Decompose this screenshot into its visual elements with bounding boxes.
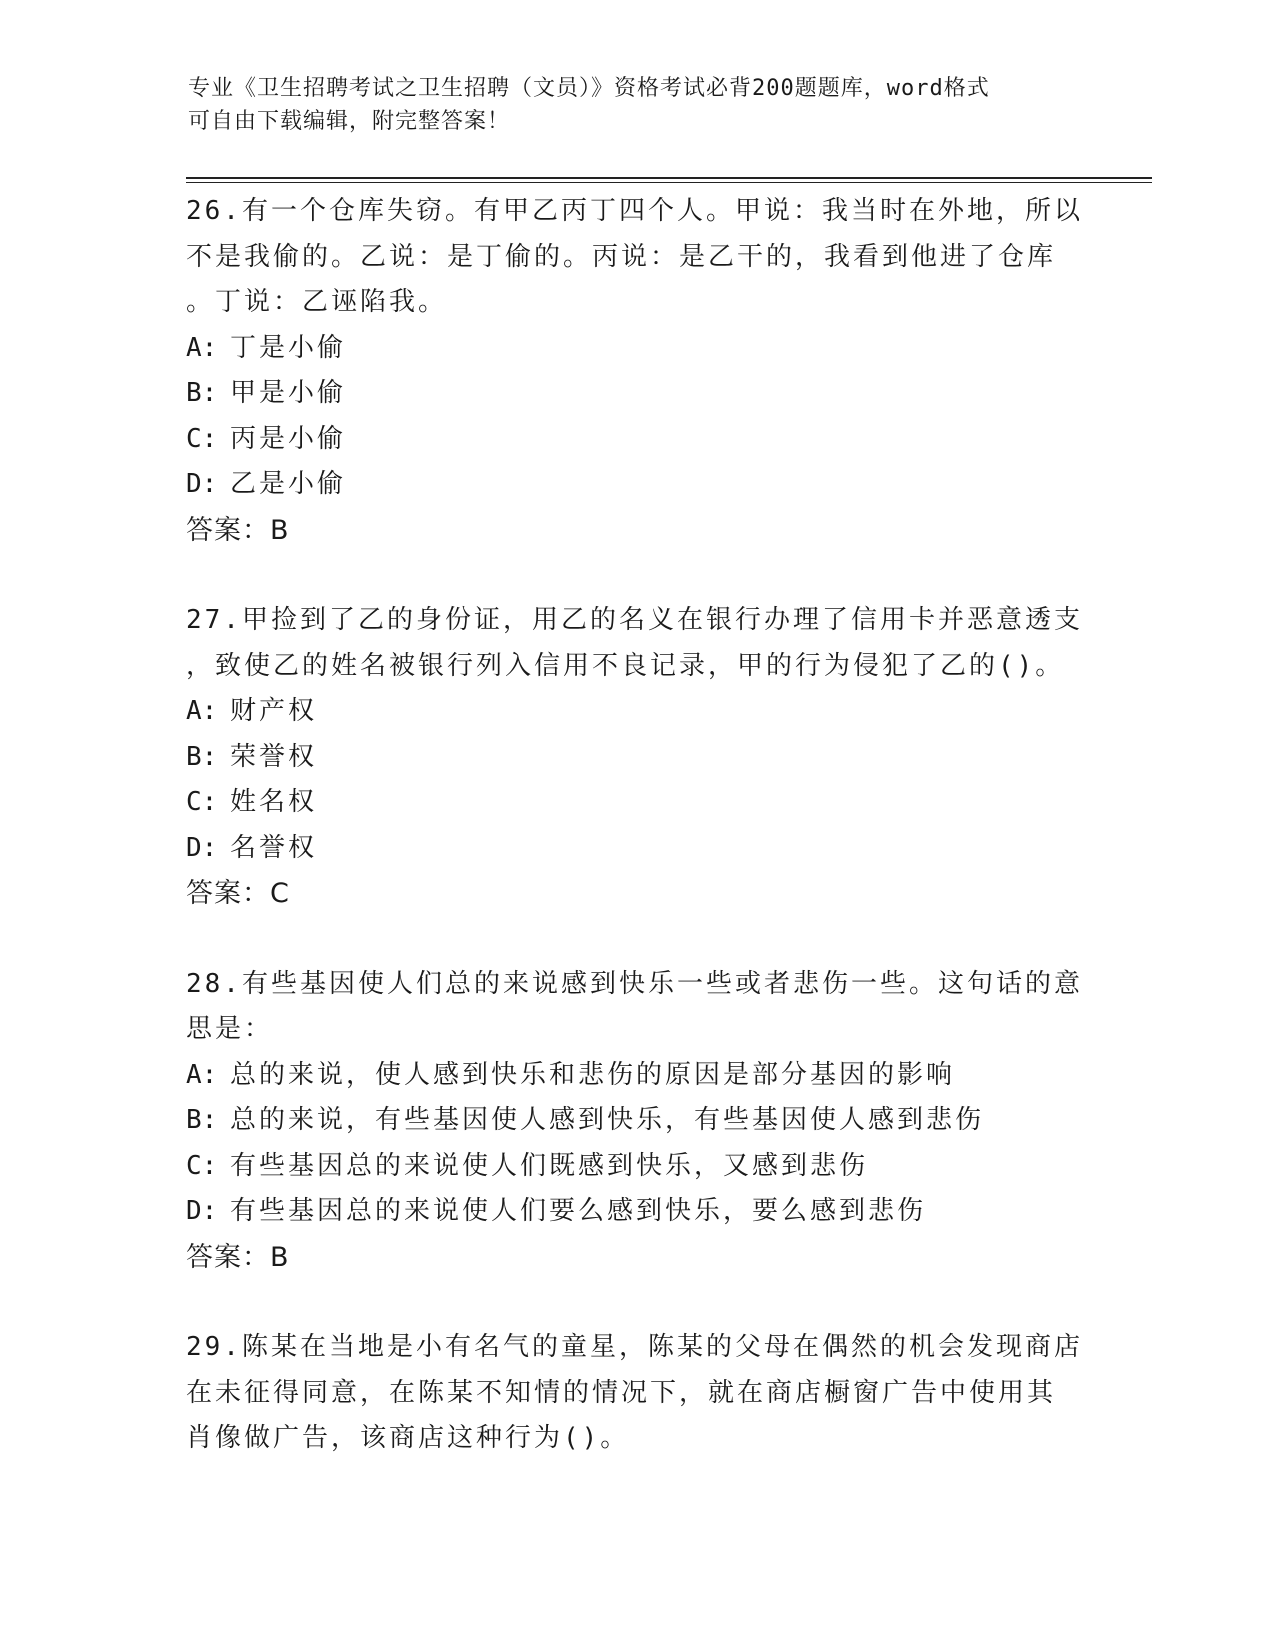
option-c xyxy=(186,1144,1126,1190)
option-letter: D: xyxy=(186,1196,218,1226)
option-d xyxy=(186,1189,1126,1235)
option-a xyxy=(186,689,1126,735)
option-letter: C: xyxy=(186,423,218,454)
option-list xyxy=(186,689,1126,871)
header-divider-thin xyxy=(186,182,1152,183)
header-line-1: 专业《卫生招聘考试之卫生招聘（文员）》资格考试必背200题题库，word格式 xyxy=(188,76,990,101)
option-b xyxy=(186,1098,1126,1144)
option-text: 有些基因总的来说使人们既感到快乐，又感到悲伤 xyxy=(230,1150,869,1181)
question-text-line: 思是： xyxy=(186,1014,274,1044)
question-text-line: ，致使乙的姓名被银行列入信用不良记录，甲的行为侵犯了乙的()。 xyxy=(186,650,1065,681)
question-text-line: 26.有一个仓库失窃。有甲乙丙丁四个人。甲说：我当时在外地，所以 xyxy=(186,196,1083,226)
option-text: 财产权 xyxy=(230,696,318,726)
question-27 xyxy=(186,598,1126,917)
option-text: 有些基因总的来说使人们要么感到快乐，要么感到悲伤 xyxy=(230,1196,927,1226)
question-text-line: 不是我偷的。乙说：是丁偷的。丙说：是乙干的，我看到他进了仓库 xyxy=(186,241,1057,272)
answer-line: 答案：C xyxy=(186,878,290,909)
option-letter: C: xyxy=(186,787,218,817)
option-letter: A: xyxy=(186,332,218,363)
question-26 xyxy=(186,189,1126,553)
option-b xyxy=(186,371,1126,417)
option-letter: A: xyxy=(186,696,218,726)
option-letter: B: xyxy=(186,378,218,408)
option-text: 甲是小偷 xyxy=(230,378,347,408)
option-letter: D: xyxy=(186,832,218,863)
question-29 xyxy=(186,1325,1126,1462)
header-divider-thick xyxy=(186,177,1152,179)
option-b xyxy=(186,735,1126,781)
option-a xyxy=(186,1053,1126,1099)
answer-line: 答案：B xyxy=(186,514,290,546)
option-c xyxy=(186,780,1126,826)
option-d xyxy=(186,826,1126,872)
option-a xyxy=(186,326,1126,372)
document-header xyxy=(188,72,1068,138)
option-letter: B: xyxy=(186,741,218,772)
question-text-line: 29.陈某在当地是小有名气的童星，陈某的父母在偶然的机会发现商店 xyxy=(186,1332,1083,1362)
option-d xyxy=(186,462,1126,508)
option-text: 丙是小偷 xyxy=(230,423,347,454)
option-letter: A: xyxy=(186,1059,218,1090)
option-text: 丁是小偷 xyxy=(230,332,347,363)
question-text-line: 27.甲捡到了乙的身份证，用乙的名义在银行办理了信用卡并恶意透支 xyxy=(186,605,1083,635)
option-list xyxy=(186,1053,1126,1235)
option-text: 总的来说，有些基因使人感到快乐，有些基因使人感到悲伤 xyxy=(230,1105,985,1135)
option-letter: D: xyxy=(186,469,218,499)
question-text-line: 肖像做广告，该商店这种行为()。 xyxy=(186,1423,630,1453)
question-text-line: 在未征得同意，在陈某不知情的情况下，就在商店橱窗广告中使用其 xyxy=(186,1377,1057,1408)
option-list xyxy=(186,326,1126,508)
question-list xyxy=(186,189,1126,1507)
option-c xyxy=(186,417,1126,463)
header-line-2: 可自由下载编辑，附完整答案！ xyxy=(188,109,511,134)
option-text: 姓名权 xyxy=(230,787,318,817)
option-text: 总的来说，使人感到快乐和悲伤的原因是部分基因的影响 xyxy=(230,1059,956,1090)
option-letter: C: xyxy=(186,1150,218,1181)
answer-line: 答案：B xyxy=(186,1241,290,1273)
option-text: 荣誉权 xyxy=(230,741,318,772)
option-text: 乙是小偷 xyxy=(230,469,347,499)
question-text-line: 。丁说：乙诬陷我。 xyxy=(186,287,448,317)
option-letter: B: xyxy=(186,1105,218,1135)
question-28 xyxy=(186,962,1126,1281)
question-text-line: 28.有些基因使人们总的来说感到快乐一些或者悲伤一些。这句话的意 xyxy=(186,968,1083,999)
option-text: 名誉权 xyxy=(230,832,318,863)
